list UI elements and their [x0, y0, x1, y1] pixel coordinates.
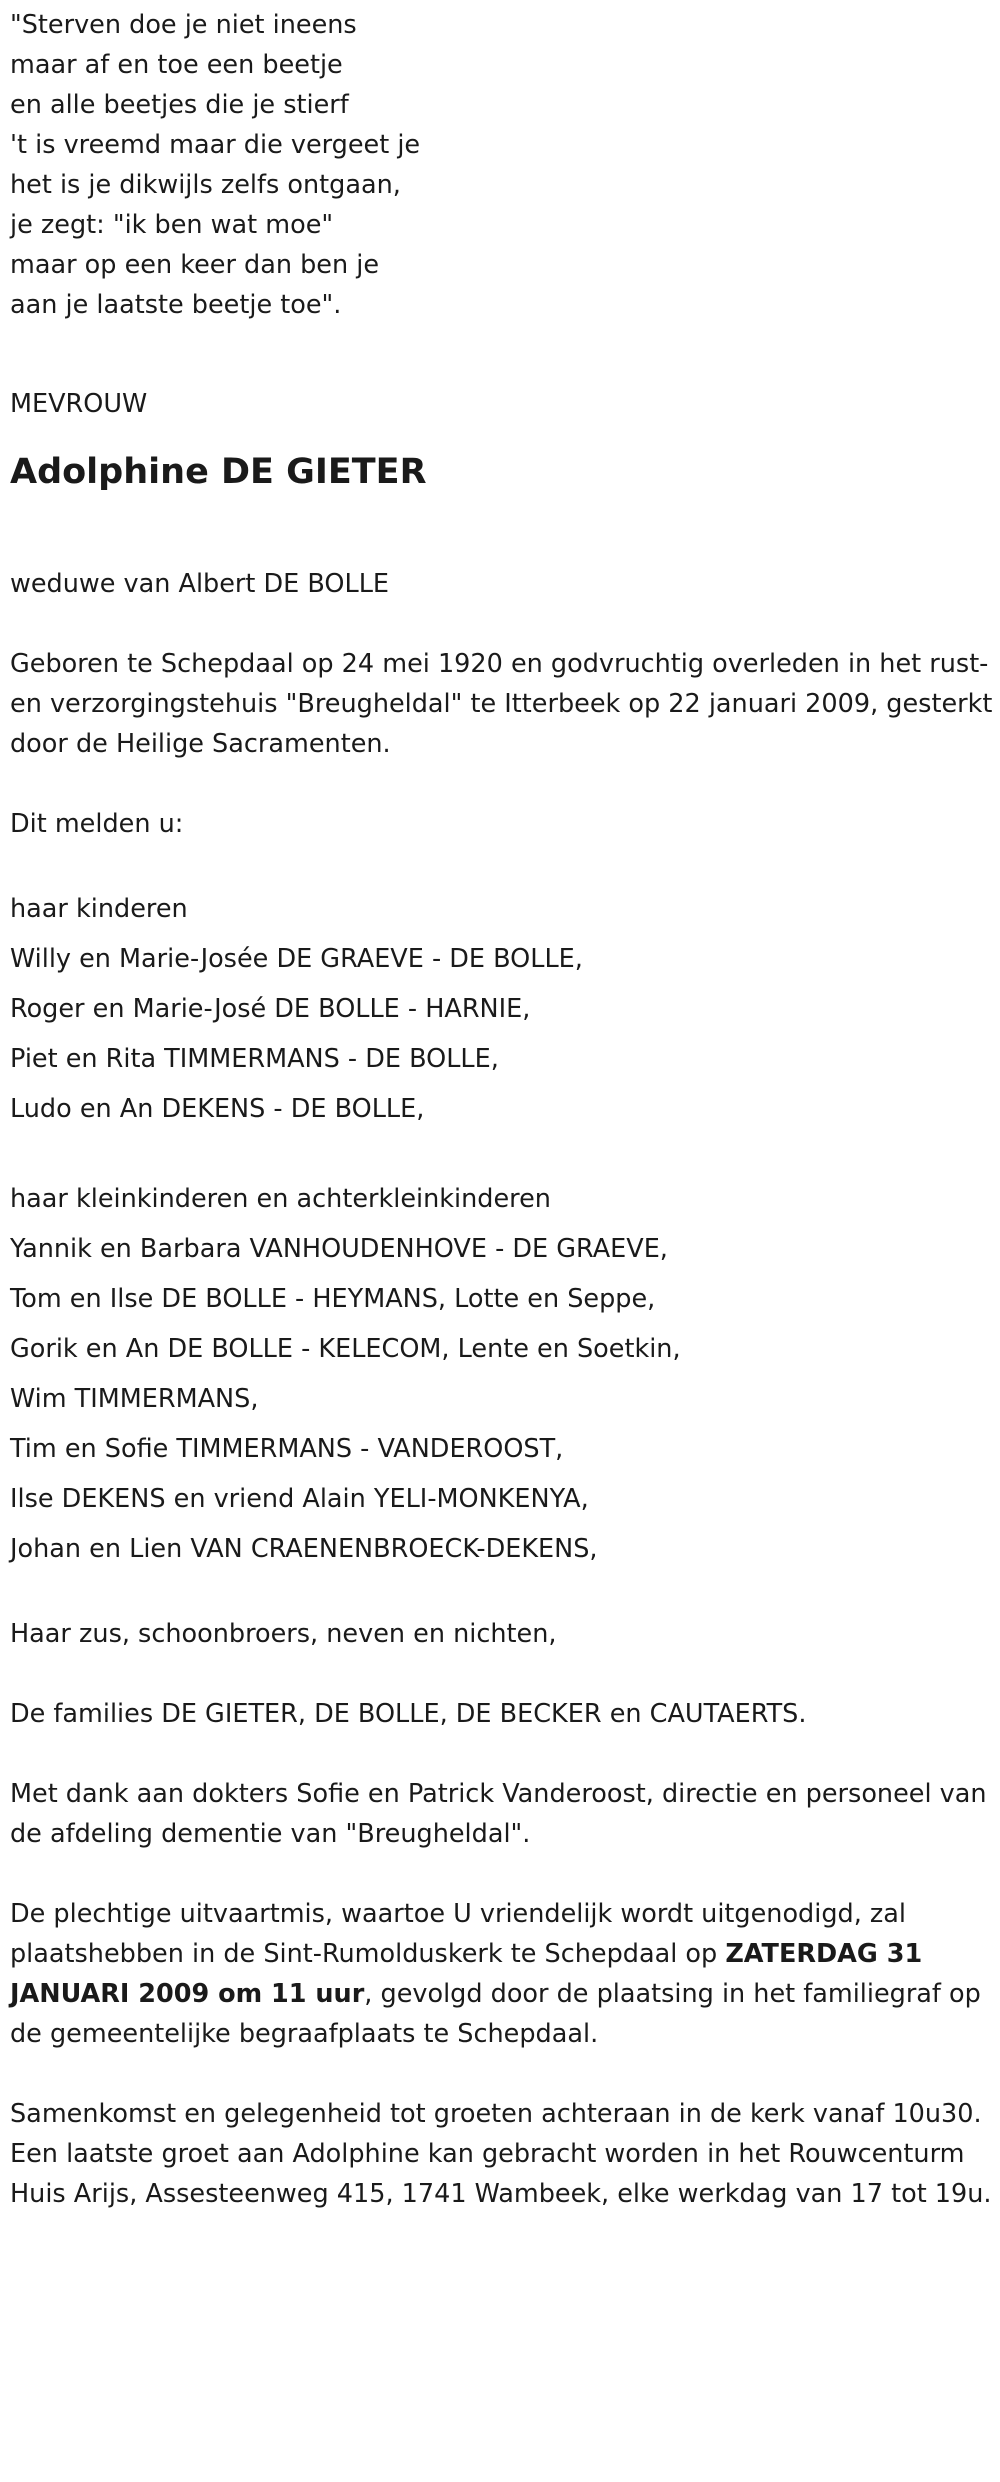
poem-line: aan je laatste beetje toe". — [10, 290, 342, 320]
funeral-intro: De plechtige uitvaartmis, waartoe U vriendelijk wordt uitgenodigd, zal plaatshebben in de Sint-Rumolduskerk te Schepdaal op — [10, 1899, 907, 1969]
list-item: Ilse DEKENS en vriend Alain YELI-MONKENYA, — [10, 1484, 589, 1514]
siblings-text: Haar zus, schoonbroers, neven en nichten, — [10, 1619, 557, 1649]
farewell-text: Een laatste groet aan Adolphine kan gebracht worden in het Rouwcenturm Huis Arijs, Assesteenweg 415, 1741 Wambeek, elke werkdag van 17 tot 19u. — [10, 2139, 992, 2209]
list-item: Piet en Rita TIMMERMANS - DE BOLLE, — [10, 1044, 499, 1074]
poem-line: en alle beetjes die je stierf — [10, 90, 349, 120]
list-item: Roger en Marie-José DE BOLLE - HARNIE, — [10, 994, 531, 1024]
poem-line: maar op een keer dan ben je — [10, 250, 380, 280]
announce-text: Dit melden u: — [10, 809, 184, 839]
children-list — [10, 884, 995, 1134]
list-item: Johan en Lien VAN CRAENENBROECK-DEKENS, — [10, 1534, 598, 1564]
birth-death-text: Geboren te Schepdaal op 24 mei 1920 en godvruchtig overleden in het rust- en verzorgingstehuis "Breugheldal" te Itterbeek op 22 januari 2009, gesterkt door de Heilige Sacramenten. — [10, 649, 993, 759]
poem-line: 't is vreemd maar die vergeet je — [10, 130, 421, 160]
grandchildren-heading: haar kleinkinderen en achterkleinkinderen — [10, 1184, 551, 1214]
gathering-text: Samenkomst en gelegenheid tot groeten achteraan in de kerk vanaf 10u30. — [10, 2099, 982, 2129]
funeral-text — [10, 1894, 995, 2054]
deceased-name: Adolphine DE GIETER — [10, 452, 427, 492]
grandchildren-list — [10, 1174, 995, 1574]
poem — [10, 5, 995, 325]
list-item: Yannik en Barbara VANHOUDENHOVE - DE GRAEVE, — [10, 1234, 668, 1264]
poem-line: je zegt: "ik ben wat moe" — [10, 210, 334, 240]
funeral-outro: , gevolgd door de plaatsing in het familiegraf op de gemeentelijke begraafplaats te Schepdaal. — [10, 1979, 981, 2049]
poem-line: het is je dikwijls zelfs ontgaan, — [10, 170, 401, 200]
list-item: Tom en Ilse DE BOLLE - HEYMANS, Lotte en Seppe, — [10, 1284, 656, 1314]
widow-of: weduwe van Albert DE BOLLE — [10, 569, 390, 599]
children-heading: haar kinderen — [10, 894, 188, 924]
list-item: Gorik en An DE BOLLE - KELECOM, Lente en Soetkin, — [10, 1334, 681, 1364]
list-item: Willy en Marie-Josée DE GRAEVE - DE BOLLE, — [10, 944, 583, 974]
poem-line: "Sterven doe je niet ineens — [10, 10, 357, 40]
list-item: Ludo en An DEKENS - DE BOLLE, — [10, 1094, 425, 1124]
thanks-text: Met dank aan dokters Sofie en Patrick Vanderoost, directie en personeel van de afdeling dementie van "Breugheldal". — [10, 1779, 987, 1849]
obituary — [10, 5, 995, 2214]
poem-line: maar af en toe een beetje — [10, 50, 343, 80]
list-item: Tim en Sofie TIMMERMANS - VANDEROOST, — [10, 1434, 564, 1464]
families-text: De families DE GIETER, DE BOLLE, DE BECKER en CAUTAERTS. — [10, 1699, 807, 1729]
salutation: MEVROUW — [10, 389, 148, 419]
funeral-date-time: ZATERDAG 31 JANUARI 2009 om 11 uur — [10, 1939, 923, 2009]
list-item: Wim TIMMERMANS, — [10, 1384, 259, 1414]
